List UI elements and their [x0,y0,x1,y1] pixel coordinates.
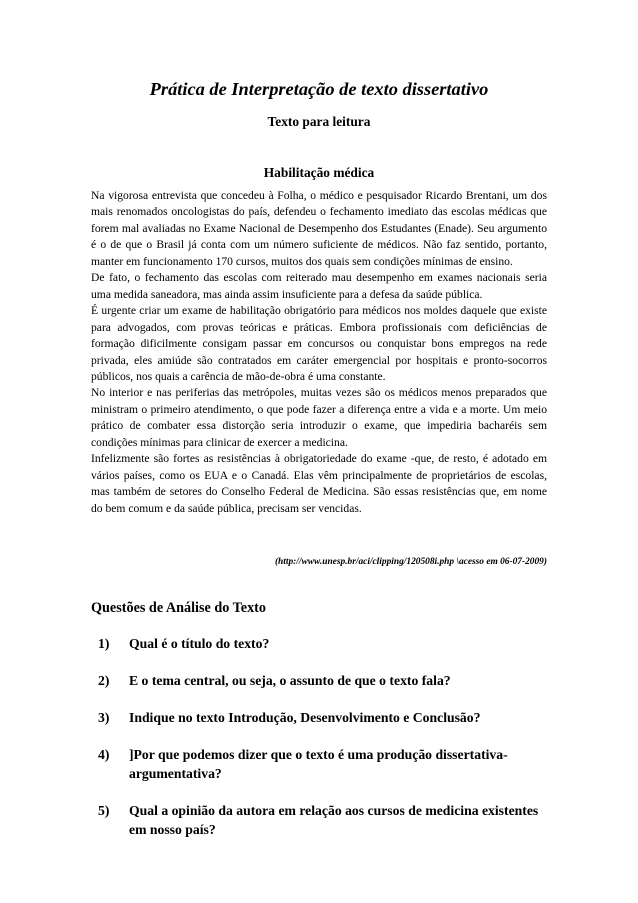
questions-title: Questões de Análise do Texto [91,600,267,616]
article-paragraph: De fato, o fechamento das escolas com reiterado mau desempenho em exames nacionais seria uma medida saneadora, mas ainda assim insuficiente para a defesa da saúde pública. [91,271,547,301]
question-text: Qual a opinião da autora em relação aos cursos de medicina existentes em nosso país? [129,803,539,837]
question-number: 2) [98,673,110,688]
reading-subtitle: Texto para leitura [267,114,371,129]
article-paragraph: Na vigorosa entrevista que concedeu à Folha, o médico e pesquisador Ricardo Brentani, um dos mais renomados oncologistas do país, defendeu o fechamento imediato das escolas médicas que forem mal avaliadas no Exame Nacional de Desempenho dos Estudantes (Enade). Seu argumento é o de que o Brasil já conta com um número suficiente de médicos. Não faz sentido, portanto, manter em funcionamento 170 cursos, muitos dos quais sem condições mínimas de ensino. [91,189,547,268]
question-item [98,671,548,690]
article-paragraph: No interior e nas periferias das metrópoles, muitas vezes são os médicos menos preparados que ministram o primeiro atendimento, o que pode fazer a diferença entre a vida e a morte. Um meio prático de combater essa distorção seria introduzir o exame, que impediria bacharéis sem condições mínimas para clinicar de exercer a medicina. [91,386,547,449]
question-item [98,801,548,839]
question-item [98,745,548,783]
article-paragraph: É urgente criar um exame de habilitação obrigatório para médicos nos moldes daquele que existe para advogados, com provas teóricas e práticas. Embora profissionais com deficiências de formação dificilmente consigam passar em concursos ou conquistar bons empregos na rede privada, eles amiúde são contratados em caráter emergencial por hospitais e pronto-socorros públicos, nos quais a carência de mão-de-obra é uma constante. [91,304,547,383]
source-citation: (http://www.unesp.br/aci/clipping/120508i.php \acesso em 06-07-2009) [274,557,547,567]
question-item [98,708,548,727]
question-number: 4) [98,747,110,762]
page-title: Prática de Interpretação de texto dissertativo [149,79,489,99]
article-body [91,188,547,517]
question-text: E o tema central, ou seja, o assunto de que o texto fala? [129,673,451,688]
question-number: 3) [98,710,110,725]
question-text: ]Por que podemos dizer que o texto é uma produção dissertativa-argumentativa? [129,747,508,781]
questions-list [98,634,548,839]
question-number: 1) [98,636,110,651]
question-item [98,634,548,653]
article-heading: Habilitação médica [263,165,375,180]
article-paragraph: Infelizmente são fortes as resistências à obrigatoriedade do exame -que, de resto, é adotado em vários países, como os EUA e o Canadá. Elas vêm principalmente de proprietários de escolas, mas também de setores do Conselho Federal de Medicina. São essas resistências que, em nome do bem comum e da saúde pública, precisam ser vencidas. [91,452,547,515]
question-text: Qual é o título do texto? [129,636,270,651]
question-text: Indique no texto Introdução, Desenvolvimento e Conclusão? [129,710,481,725]
question-number: 5) [98,803,110,818]
